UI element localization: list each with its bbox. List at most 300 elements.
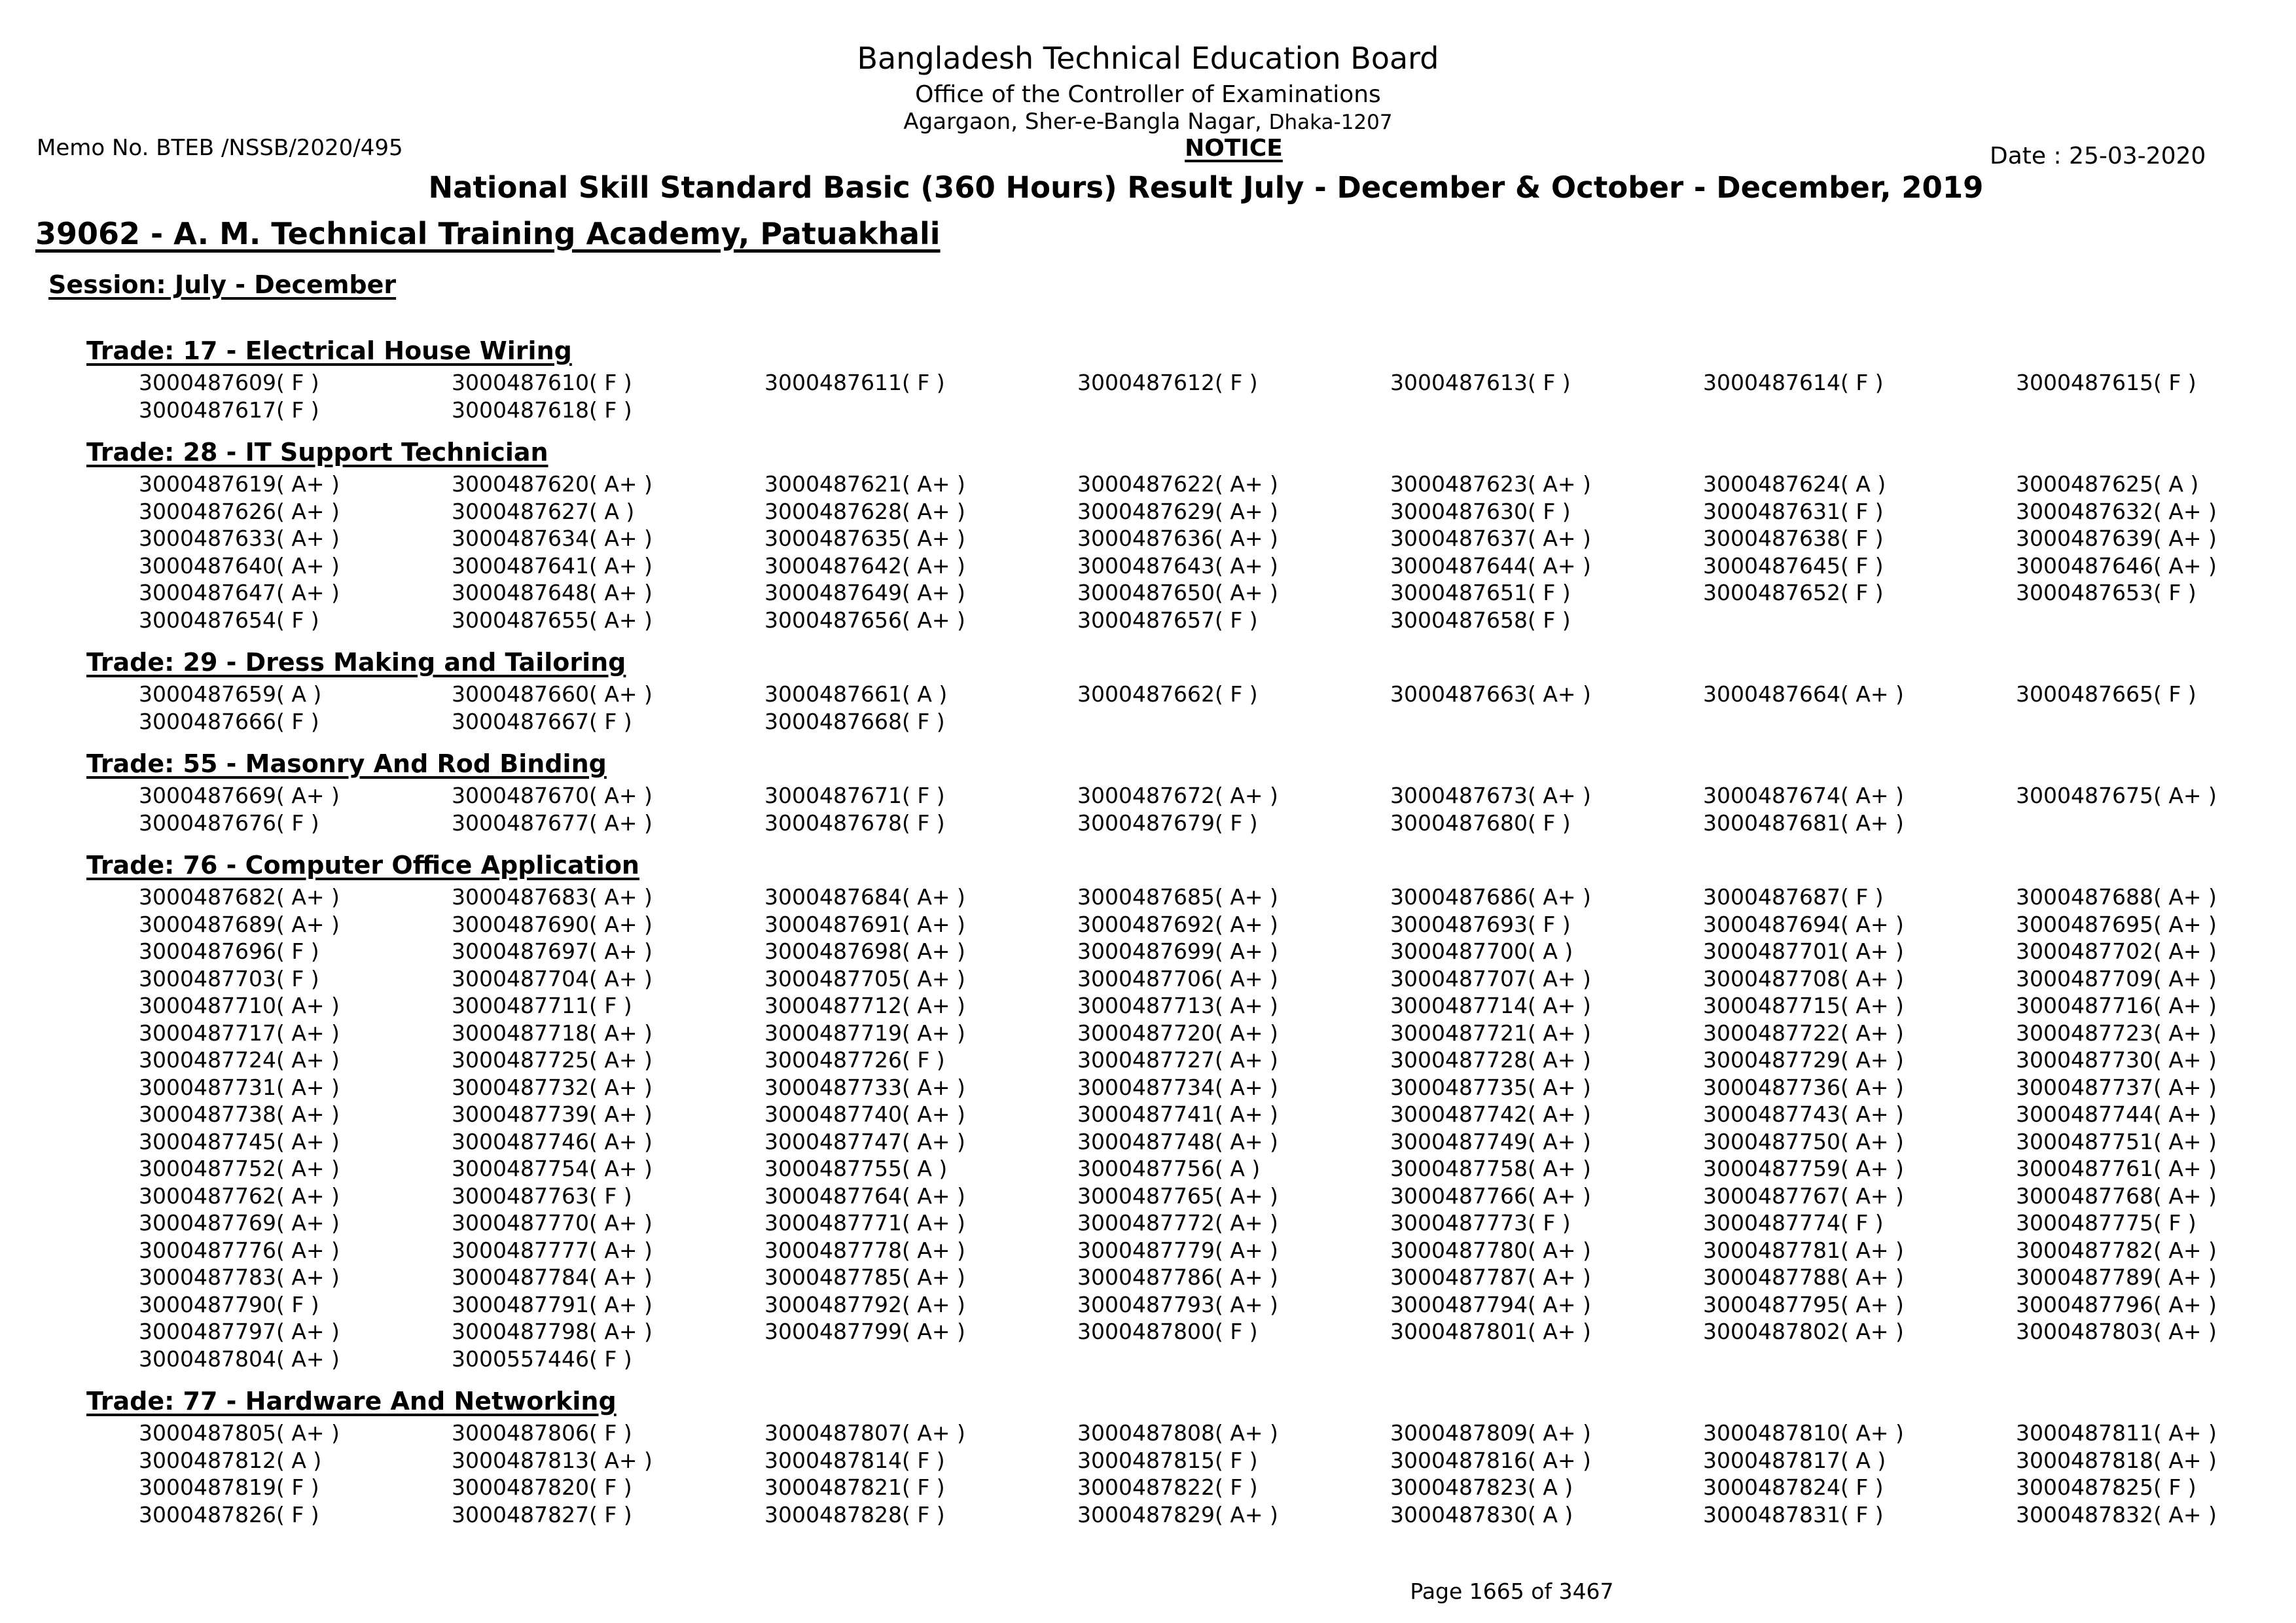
- result-entry: [1390, 810, 1703, 837]
- result-entry: [1390, 681, 1703, 708]
- roll-number: 3000487741: [1077, 1101, 1215, 1127]
- grade: ( A+ ): [588, 911, 653, 937]
- grade: ( A+ ): [1840, 1020, 1904, 1046]
- grade: ( A+ ): [1527, 526, 1591, 551]
- roll-number: 3000487710: [139, 993, 276, 1018]
- memo-number: Memo No. BTEB /NSSB/2020/495: [37, 135, 403, 161]
- result-entry: [139, 1318, 452, 1346]
- roll-number: 3000487663: [1390, 681, 1528, 707]
- result-entry: [139, 965, 452, 993]
- roll-number: 3000487790: [139, 1291, 276, 1317]
- result-entry: [2016, 1264, 2296, 1291]
- roll-number: 3000487631: [1703, 498, 1840, 524]
- trade-section: [86, 745, 2272, 836]
- result-entry: [1077, 1046, 1390, 1074]
- grade: ( A+ ): [1214, 1101, 1278, 1127]
- grade: ( A+ ): [1214, 1210, 1278, 1236]
- grade: ( A+ ): [588, 1020, 653, 1046]
- roll-number: 3000487658: [1390, 607, 1528, 633]
- result-entry: [764, 607, 1077, 634]
- result-entry: [764, 1474, 1077, 1501]
- grade: ( A+ ): [588, 607, 653, 633]
- roll-number: 3000487685: [1077, 884, 1215, 910]
- grade: ( F ): [2153, 580, 2197, 605]
- roll-number: 3000487733: [764, 1074, 902, 1100]
- result-entry: [1703, 1501, 2016, 1529]
- grade: ( A ): [901, 1156, 948, 1181]
- grade: ( F ): [276, 810, 319, 836]
- result-entry: [1390, 1291, 1703, 1319]
- grade: ( F ): [901, 708, 945, 734]
- roll-number: 3000487706: [1077, 965, 1215, 991]
- grade: ( F ): [901, 1047, 945, 1073]
- result-entry: [2016, 1155, 2296, 1183]
- roll-number: 3000487713: [1077, 993, 1215, 1018]
- result-entry: [2016, 1046, 2296, 1074]
- result-entry: [1077, 369, 1390, 397]
- result-entry: [1390, 782, 1703, 810]
- grade: ( F ): [276, 397, 319, 423]
- roll-number: 3000487742: [1390, 1101, 1528, 1127]
- result-entry: [1077, 938, 1390, 965]
- roll-number: 3000487634: [452, 526, 589, 551]
- grade: ( A+ ): [901, 1319, 965, 1344]
- roll-number: 3000487748: [1077, 1128, 1215, 1154]
- result-entry: [764, 525, 1077, 552]
- grade: ( A+ ): [1527, 681, 1591, 707]
- result-entry: [1077, 1237, 1390, 1264]
- trade-section: [86, 847, 2272, 1372]
- roll-number: 3000487701: [1703, 938, 1840, 964]
- grade: ( A+ ): [1840, 965, 1904, 991]
- roll-number: 3000487781: [1703, 1237, 1840, 1263]
- result-entry: [1077, 471, 1390, 498]
- result-entry: [764, 369, 1077, 397]
- roll-number: 3000487749: [1390, 1128, 1528, 1154]
- roll-number: 3000487793: [1077, 1291, 1215, 1317]
- roll-number: 3000487677: [452, 810, 589, 836]
- grade: ( A+ ): [276, 1047, 340, 1073]
- result-entry: [1390, 1074, 1703, 1101]
- result-entry: [1703, 1264, 2016, 1291]
- roll-number: 3000487738: [139, 1101, 276, 1127]
- result-entry: [1703, 1209, 2016, 1237]
- grade: ( A+ ): [276, 993, 340, 1018]
- grade: ( F ): [1527, 1210, 1571, 1236]
- roll-number: 3000487698: [764, 938, 902, 964]
- result-entry: [452, 1128, 764, 1156]
- roll-number: 3000487699: [1077, 938, 1215, 964]
- grade: ( F ): [1214, 1447, 1258, 1473]
- roll-number: 3000487651: [1390, 580, 1528, 605]
- roll-number: 3000487785: [764, 1264, 902, 1290]
- grade: ( F ): [901, 1447, 945, 1473]
- result-entry: [139, 1020, 452, 1047]
- result-entry: [1390, 1237, 1703, 1264]
- result-entry: [1077, 1209, 1390, 1237]
- grade: ( F ): [1840, 1501, 1884, 1527]
- roll-number: 3000487729: [1703, 1047, 1840, 1073]
- roll-number: 3000487727: [1077, 1047, 1215, 1073]
- result-entry: [452, 1237, 764, 1264]
- result-entry: [1077, 1264, 1390, 1291]
- notice-heading: NOTICE: [1185, 135, 1283, 162]
- result-entry: [1390, 992, 1703, 1020]
- grade: ( A+ ): [276, 1264, 340, 1290]
- result-entry: [764, 1447, 1077, 1474]
- roll-number: 3000487802: [1703, 1319, 1840, 1344]
- roll-number: 3000487718: [452, 1020, 589, 1046]
- roll-number: 3000487668: [764, 708, 902, 734]
- grade: ( F ): [1527, 607, 1571, 633]
- result-entry: [1077, 1183, 1390, 1210]
- grade: ( A+ ): [1527, 1074, 1591, 1100]
- roll-number: 3000487805: [139, 1420, 276, 1446]
- grade: ( A+ ): [1840, 810, 1904, 836]
- grade: ( A+ ): [1840, 1101, 1904, 1127]
- roll-number: 3000487767: [1703, 1183, 1840, 1209]
- roll-number: 3000487809: [1390, 1420, 1528, 1446]
- result-grid: [86, 1419, 2272, 1528]
- trade-heading: Trade: 29 - Dress Making and Tailoring: [86, 648, 626, 677]
- grade: ( A+ ): [2153, 1420, 2217, 1446]
- result-entry: [764, 1101, 1077, 1128]
- grade: ( A+ ): [1214, 1183, 1278, 1209]
- result-entry: [139, 1291, 452, 1319]
- grade: ( A+ ): [588, 1047, 653, 1073]
- roll-number: 3000487652: [1703, 580, 1840, 605]
- roll-number: 3000487725: [452, 1047, 589, 1073]
- result-entry: [2016, 1101, 2296, 1128]
- grade: ( F ): [588, 397, 632, 423]
- grade: ( A+ ): [588, 681, 653, 707]
- grade: ( A+ ): [276, 1128, 340, 1154]
- roll-number: 3000487690: [452, 911, 589, 937]
- result-entry: [1077, 1419, 1390, 1447]
- grade: ( A+ ): [276, 1319, 340, 1344]
- grade: ( F ): [1527, 580, 1571, 605]
- result-entry: [1390, 471, 1703, 498]
- grade: ( A+ ): [901, 911, 965, 937]
- grade: ( A+ ): [276, 526, 340, 551]
- institute-heading: 39062 - A. M. Technical Training Academy, Patuakhali: [35, 216, 941, 251]
- roll-number: 3000487752: [139, 1156, 276, 1181]
- grade: ( A+ ): [1214, 1291, 1278, 1317]
- result-entry: [1390, 1264, 1703, 1291]
- roll-number: 3000487797: [139, 1319, 276, 1344]
- result-entry: [1077, 1474, 1390, 1501]
- roll-number: 3000487655: [452, 607, 589, 633]
- roll-number: 3000487739: [452, 1101, 589, 1127]
- grade: ( A+ ): [1527, 1420, 1591, 1446]
- roll-number: 3000487689: [139, 911, 276, 937]
- result-entry: [1077, 525, 1390, 552]
- grade: ( A+ ): [1527, 1183, 1591, 1209]
- roll-number: 3000487666: [139, 708, 276, 734]
- grade: ( A+ ): [1840, 1420, 1904, 1446]
- roll-number: 3000487746: [452, 1128, 589, 1154]
- roll-number: 3000487617: [139, 397, 276, 423]
- grade: ( A+ ): [901, 1264, 965, 1290]
- result-entry: [139, 1264, 452, 1291]
- result-entry: [1077, 1101, 1390, 1128]
- grade: ( F ): [588, 370, 632, 395]
- grade: ( A+ ): [1214, 1020, 1278, 1046]
- result-entry: [1703, 1074, 2016, 1101]
- grade: ( F ): [588, 1420, 632, 1446]
- roll-number: 3000487629: [1077, 498, 1215, 524]
- grade: ( A+ ): [1527, 1237, 1591, 1263]
- result-entry: [2016, 471, 2296, 498]
- result-entry: [2016, 1291, 2296, 1319]
- roll-number: 3000487736: [1703, 1074, 1840, 1100]
- roll-number: 3000487829: [1077, 1501, 1215, 1527]
- grade: ( A ): [1840, 1447, 1886, 1473]
- grade: ( A+ ): [1214, 783, 1278, 808]
- roll-number: 3000487681: [1703, 810, 1840, 836]
- roll-number: 3000557446: [452, 1346, 589, 1372]
- grade: ( A+ ): [588, 1156, 653, 1181]
- roll-number: 3000487623: [1390, 471, 1528, 497]
- trade-section: [86, 332, 2272, 423]
- grade: ( A+ ): [2153, 993, 2217, 1018]
- result-entry: [1077, 1291, 1390, 1319]
- grade: ( A+ ): [2153, 1264, 2217, 1290]
- office-name: Office of the Controller of Examinations: [915, 81, 1381, 108]
- grade: ( F ): [1840, 580, 1884, 605]
- roll-number: 3000487642: [764, 552, 902, 579]
- grade: ( A+ ): [588, 1264, 653, 1290]
- roll-number: 3000487676: [139, 810, 276, 836]
- grade: ( A+ ): [1840, 1264, 1904, 1290]
- result-entry: [1077, 1020, 1390, 1047]
- roll-number: 3000487627: [452, 498, 589, 524]
- grade: ( F ): [1214, 1474, 1258, 1500]
- roll-number: 3000487700: [1390, 938, 1528, 964]
- trade-heading: Trade: 55 - Masonry And Rod Binding: [86, 749, 607, 778]
- grade: ( A+ ): [901, 1074, 965, 1100]
- roll-number: 3000487680: [1390, 810, 1528, 836]
- result-entry: [764, 1501, 1077, 1529]
- roll-number: 3000487772: [1077, 1210, 1215, 1236]
- result-entry: [2016, 1419, 2296, 1447]
- result-entry: [2016, 1318, 2296, 1346]
- result-entry: [1390, 579, 1703, 607]
- roll-number: 3000487691: [764, 911, 902, 937]
- result-entry: [1077, 992, 1390, 1020]
- roll-number: 3000487697: [452, 938, 589, 964]
- roll-number: 3000487702: [2016, 938, 2153, 964]
- roll-number: 3000487755: [764, 1156, 902, 1181]
- board-name: Bangladesh Technical Education Board: [857, 41, 1439, 76]
- result-entry: [452, 1447, 764, 1474]
- roll-number: 3000487650: [1077, 580, 1215, 605]
- result-entry: [1703, 1419, 2016, 1447]
- grade: ( F ): [1214, 681, 1258, 707]
- grade: ( A+ ): [901, 1128, 965, 1154]
- roll-number: 3000487640: [139, 552, 276, 579]
- grade: ( A+ ): [588, 1319, 653, 1344]
- result-entry: [764, 1318, 1077, 1346]
- grade: ( A+ ): [2153, 1237, 2217, 1263]
- grade: ( F ): [276, 708, 319, 734]
- roll-number: 3000487795: [1703, 1291, 1840, 1317]
- result-entry: [452, 1501, 764, 1529]
- roll-number: 3000487728: [1390, 1047, 1528, 1073]
- result-entry: [139, 1183, 452, 1210]
- result-entry: [2016, 965, 2296, 993]
- grade: ( A+ ): [1214, 911, 1278, 937]
- roll-number: 3000487799: [764, 1319, 902, 1344]
- result-entry: [1703, 1447, 2016, 1474]
- roll-number: 3000487758: [1390, 1156, 1528, 1181]
- result-entry: [2016, 1128, 2296, 1156]
- grade: ( A+ ): [1527, 1047, 1591, 1073]
- grade: ( A+ ): [1527, 1319, 1591, 1344]
- roll-number: 3000487814: [764, 1447, 902, 1473]
- grade: ( A+ ): [276, 884, 340, 910]
- roll-number: 3000487825: [2016, 1474, 2153, 1500]
- result-entry: [452, 1474, 764, 1501]
- grade: ( A+ ): [1840, 993, 1904, 1018]
- grade: ( A+ ): [1840, 1319, 1904, 1344]
- grade: ( A+ ): [901, 993, 965, 1018]
- grade: ( A+ ): [2153, 1156, 2217, 1181]
- result-entry: [139, 579, 452, 607]
- grade: ( F ): [2153, 1474, 2197, 1500]
- result-entry: [1703, 471, 2016, 498]
- roll-number: 3000487618: [452, 397, 589, 423]
- roll-number: 3000487647: [139, 580, 276, 605]
- roll-number: 3000487806: [452, 1420, 589, 1446]
- roll-number: 3000487810: [1703, 1420, 1840, 1446]
- result-entry: [139, 708, 452, 736]
- roll-number: 3000487775: [2016, 1210, 2153, 1236]
- grade: ( A+ ): [1840, 1237, 1904, 1263]
- roll-number: 3000487782: [2016, 1237, 2153, 1263]
- grade: ( A+ ): [1527, 1020, 1591, 1046]
- result-entry: [1390, 1474, 1703, 1501]
- roll-number: 3000487670: [452, 783, 589, 808]
- grade: ( F ): [276, 965, 319, 991]
- roll-number: 3000487659: [139, 681, 276, 707]
- roll-number: 3000487818: [2016, 1447, 2153, 1473]
- grade: ( A+ ): [276, 1101, 340, 1127]
- result-entry: [1077, 607, 1390, 634]
- roll-number: 3000487740: [764, 1101, 902, 1127]
- roll-number: 3000487683: [452, 884, 589, 910]
- grade: ( F ): [1840, 498, 1884, 524]
- result-entry: [2016, 1474, 2296, 1501]
- roll-number: 3000487625: [2016, 471, 2153, 497]
- grade: ( A+ ): [1840, 911, 1904, 937]
- grade: ( A+ ): [901, 607, 965, 633]
- result-entry: [452, 1046, 764, 1074]
- grade: ( F ): [901, 810, 945, 836]
- result-entry: [452, 498, 764, 526]
- office-address: [0, 109, 2296, 135]
- grade: ( F ): [2153, 370, 2197, 395]
- roll-number: 3000487672: [1077, 783, 1215, 808]
- result-entry: [139, 369, 452, 397]
- result-entry: [1077, 498, 1390, 526]
- roll-number: 3000487626: [139, 498, 276, 524]
- grade: ( A ): [276, 681, 322, 707]
- result-entry: [1390, 883, 1703, 911]
- result-entry: [452, 1264, 764, 1291]
- trade-section: [86, 1383, 2272, 1528]
- result-entry: [452, 965, 764, 993]
- roll-number: 3000487721: [1390, 1020, 1528, 1046]
- result-entry: [2016, 1237, 2296, 1264]
- roll-number: 3000487667: [452, 708, 589, 734]
- grade: ( A+ ): [901, 1210, 965, 1236]
- grade: ( A+ ): [1214, 1237, 1278, 1263]
- roll-number: 3000487712: [764, 993, 902, 1018]
- roll-number: 3000487715: [1703, 993, 1840, 1018]
- result-entry: [1703, 552, 2016, 580]
- roll-number: 3000487678: [764, 810, 902, 836]
- result-entry: [1703, 1291, 2016, 1319]
- result-entry: [139, 681, 452, 708]
- result-entry: [764, 1209, 1077, 1237]
- grade: ( A+ ): [1214, 938, 1278, 964]
- roll-number: 3000487824: [1703, 1474, 1840, 1500]
- grade: ( A+ ): [2153, 526, 2217, 551]
- result-entry: [452, 1101, 764, 1128]
- result-entry: [452, 1291, 764, 1319]
- roll-number: 3000487635: [764, 526, 902, 551]
- grade: ( A+ ): [2153, 965, 2217, 991]
- grade: ( F ): [276, 1291, 319, 1317]
- trade-heading: Trade: 17 - Electrical House Wiring: [86, 336, 572, 365]
- grade: ( A+ ): [1527, 965, 1591, 991]
- grade: ( A+ ): [1214, 993, 1278, 1018]
- result-entry: [139, 1128, 452, 1156]
- result-entry: [139, 1074, 452, 1101]
- result-entry: [1077, 782, 1390, 810]
- grade: ( A+ ): [588, 526, 653, 551]
- result-entry: [452, 579, 764, 607]
- result-entry: [764, 708, 1077, 736]
- result-entry: [2016, 1183, 2296, 1210]
- roll-number: 3000487801: [1390, 1319, 1528, 1344]
- grade: ( F ): [1214, 370, 1258, 395]
- result-entry: [764, 1419, 1077, 1447]
- roll-number: 3000487798: [452, 1319, 589, 1344]
- result-entry: [2016, 782, 2296, 810]
- roll-number: 3000487821: [764, 1474, 902, 1500]
- roll-number: 3000487694: [1703, 911, 1840, 937]
- result-entry: [764, 1046, 1077, 1074]
- grade: ( A+ ): [1527, 1264, 1591, 1290]
- grade: ( A+ ): [276, 552, 340, 579]
- trade-section: [86, 434, 2272, 633]
- roll-number: 3000487744: [2016, 1101, 2153, 1127]
- grade: ( A+ ): [901, 552, 965, 579]
- roll-number: 3000487675: [2016, 783, 2153, 808]
- grade: ( A+ ): [1840, 1128, 1904, 1154]
- grade: ( A+ ): [2153, 1020, 2217, 1046]
- trade-heading: Trade: 76 - Computer Office Application: [86, 851, 639, 880]
- grade: ( F ): [1527, 498, 1571, 524]
- grade: ( A+ ): [276, 1346, 340, 1372]
- grade: ( A+ ): [588, 884, 653, 910]
- trade-sections: [86, 332, 2272, 1539]
- result-entry: [1703, 810, 2016, 837]
- roll-number: 3000487778: [764, 1237, 902, 1263]
- grade: ( A+ ): [1214, 580, 1278, 605]
